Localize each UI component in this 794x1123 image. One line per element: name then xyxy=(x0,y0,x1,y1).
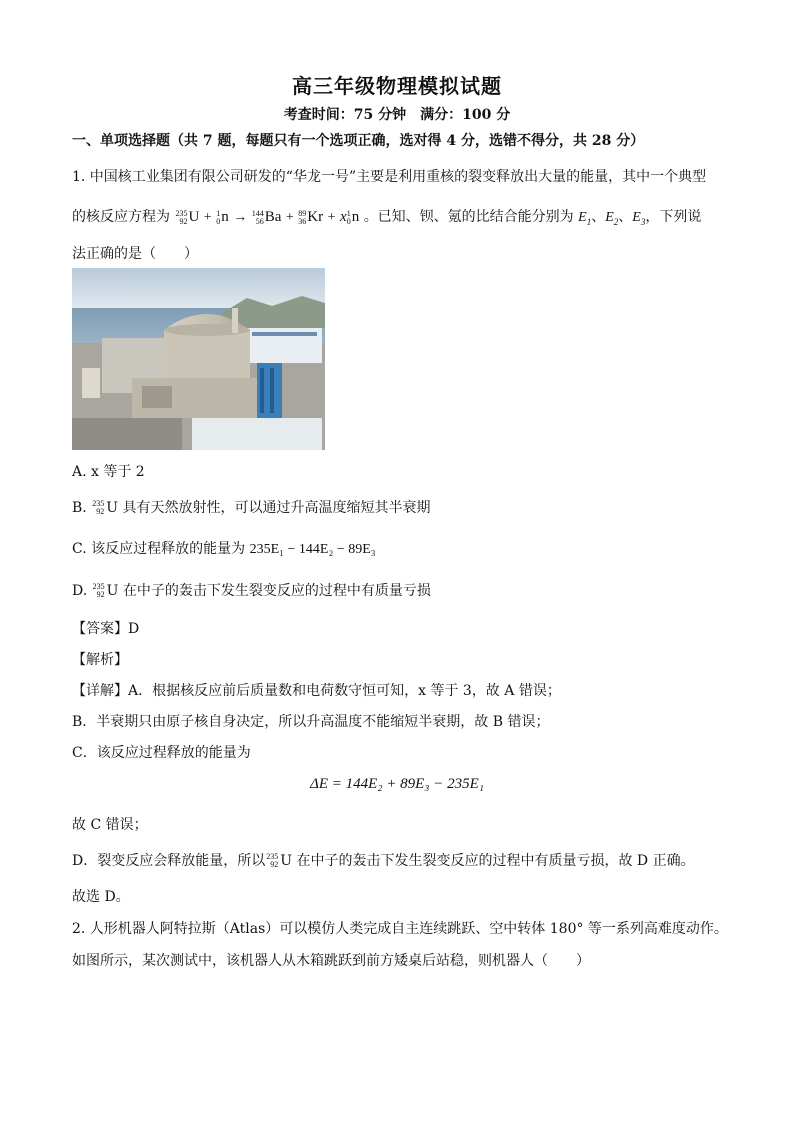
energy-e2: $E_2$ xyxy=(605,210,619,227)
detail-c: C．该反应过程释放的能量为 xyxy=(72,745,251,761)
section-heading: 一、单项选择题（共 7 题，每题只有一个选项正确，选对得 4 分，选错不得分，共 28 分） xyxy=(72,133,645,149)
option-d: D. 235 92 U 在中子的轰击下发生裂变反应的过程中有质量亏损 xyxy=(72,582,431,599)
exam-info: 考查时间：75 分钟 满分：100 分 xyxy=(283,107,511,123)
detail-c2: 故 C 错误； xyxy=(72,817,148,833)
nuclear-reaction-equation: 235 92 U + 1 0 n → 144 56 Ba + 89 36 Kr + x 1 0 n xyxy=(175,208,360,226)
q1-line2-prefix: 的核反应方程为 xyxy=(72,209,170,225)
detail-d: D．裂变反应会释放能量，所以 235 92 U 在中子的轰击下发生裂变反应的过程中有质量亏损，故 D 正确。 xyxy=(72,852,695,869)
detail-a: 【详解】A．根据核反应前后质量数和电荷数守恒可知，x 等于 3，故 A 错误； xyxy=(72,683,561,699)
option-c: C. 该反应过程释放的能量为 235E₁ − 144E₂ − 89E₃ xyxy=(72,541,376,557)
nuclide-kr89: 89 36 Kr xyxy=(298,208,324,226)
conclusion: 故选 D。 xyxy=(72,889,130,905)
q1-line2: 的核反应方程为 235 92 U + 1 0 n → 144 56 Ba + 89 36 Kr + x 1 0 n 。已知、钡、氪的比结合能分别为 $E_1$、$E_2$、$E_3$，下列说 xyxy=(72,208,702,227)
q1-line1: 1. 中国核工业集团有限公司研发的“华龙一号”主要是利用重核的裂变释放出大量的能量，其中一个典型 xyxy=(72,169,707,185)
q1-line2-suffix: 。已知、钡、氪的比结合能分别为 xyxy=(363,209,574,225)
nuclide-ba144: 144 56 Ba xyxy=(251,208,282,226)
page-title: 高三年级物理模拟试题 xyxy=(292,74,502,98)
nuclide-u235: 235 92 U xyxy=(175,208,200,226)
q2-line2: 如图所示，某次测试中，该机器人从木箱跳跃到前方矮桌后站稳，则机器人（ ） xyxy=(72,953,590,969)
detail-b: B．半衰期只由原子核自身决定，所以升高温度不能缩短半衰期，故 B 错误； xyxy=(72,714,550,730)
option-b: B. 235 92 U 具有天然放射性，可以通过升高温度缩短其半衰期 xyxy=(72,499,431,516)
q2-line1: 2. 人形机器人阿特拉斯（Atlas）可以模仿人类完成自主连续跳跃、空中转体 180° 等一系列高难度动作。 xyxy=(72,921,728,937)
q1-line2-tail: ，下列说 xyxy=(645,209,702,225)
nuclide-u235-detail: 235 92 xyxy=(266,852,279,869)
energy-e1: $E_1$ xyxy=(578,210,592,227)
q1-line3: 法正确的是（ ） xyxy=(72,246,198,262)
nuclide-u235-b: 235 92 xyxy=(92,499,105,516)
nuclide-xn: x 1 0 n xyxy=(340,208,360,226)
energy-e3: $E_3$ xyxy=(632,210,646,227)
nuclide-neutron: 1 0 n xyxy=(216,208,229,226)
option-c-formula: 235E₁ − 144E₂ − 89E₃ xyxy=(249,542,376,557)
analysis-label: 【解析】 xyxy=(72,652,128,668)
nuclear-plant-photo xyxy=(72,268,325,450)
nuclide-u235-d: 235 92 xyxy=(92,582,105,599)
option-a: A. x 等于 2 xyxy=(72,464,145,480)
energy-equation: ΔE = 144E₂ + 89E₃ − 235E₁ xyxy=(310,776,484,792)
answer-label: 【答案】D xyxy=(72,621,140,637)
